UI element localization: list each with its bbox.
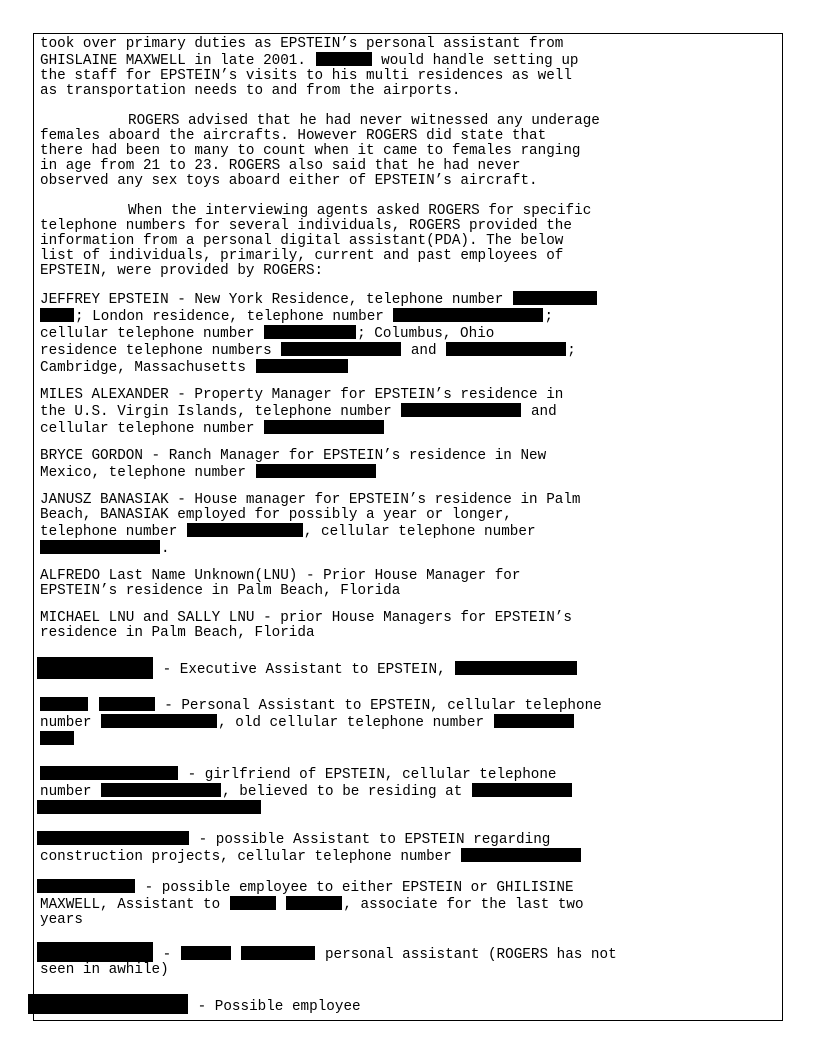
text-line: , believed to be residing at [222, 784, 463, 800]
redaction [187, 523, 303, 537]
text-line: construction projects, cellular telephone number [40, 849, 452, 865]
text-line: - Personal Assistant to EPSTEIN, cellular telephone [164, 698, 602, 714]
text-line: telephone number [40, 524, 178, 540]
text-line: Cambridge, Massachusetts [40, 360, 246, 376]
text-line: When the interviewing agents asked ROGERS for specific [128, 203, 592, 219]
text-line: BRYCE GORDON - Ranch Manager for EPSTEIN’s residence in New [40, 448, 547, 464]
entry-executive-assistant [40, 657, 780, 679]
entry-jeffrey-epstein [40, 291, 780, 376]
text-line: and [530, 404, 557, 420]
text-line: ROGERS advised that he had never witnessed any underage [128, 113, 600, 129]
redaction [37, 942, 153, 962]
text-line: females aboard the aircrafts. However ROGERS did state that [40, 128, 547, 144]
text-line: - possible employee to either EPSTEIN or GHILISINE [144, 880, 574, 896]
text-line: EPSTEIN, were provided by ROGERS: [40, 263, 324, 279]
paragraph-1 [40, 37, 780, 99]
redaction [461, 848, 581, 862]
text-line: JANUSZ BANASIAK - House manager for EPSTEIN’s residence in Palm [40, 492, 581, 508]
entry-possible-employee [40, 994, 780, 1015]
redaction [40, 540, 160, 554]
redaction [446, 342, 566, 356]
text-line: - possible Assistant to EPSTEIN regarding [198, 832, 551, 848]
entry-michael-sally [40, 611, 780, 641]
text-line: the U.S. Virgin Islands, telephone number [40, 404, 392, 420]
entry-bryce-gordon [40, 449, 780, 481]
text-line: residence in Palm Beach, Florida [40, 625, 315, 641]
entry-miles-alexander [40, 388, 780, 437]
entry-rogers-personal-assistant [40, 942, 780, 978]
redaction [101, 783, 221, 797]
text-line: , old cellular telephone number [218, 715, 485, 731]
entry-maxwell-associate [40, 879, 780, 928]
text-line: Beach, BANASIAK employed for possibly a year or longer, [40, 507, 512, 523]
text-line: the staff for EPSTEIN’s visits to his multi residences as well [40, 68, 572, 84]
text-line: in age from 21 to 23. ROGERS also said that he had never [40, 158, 521, 174]
redaction [281, 342, 401, 356]
text-line: seen in awhile) [40, 962, 169, 978]
text-line: , cellular telephone number [303, 524, 536, 540]
text-line: number [40, 784, 92, 800]
entry-girlfriend [40, 766, 780, 817]
entry-personal-assistant [40, 697, 780, 748]
text-line: - girlfriend of EPSTEIN, cellular telephone [187, 767, 557, 783]
document-body [40, 37, 780, 1015]
redaction [256, 464, 376, 478]
text-line: there had been to many to count when it came to females ranging [40, 143, 581, 159]
redaction [101, 714, 217, 728]
redaction [455, 661, 577, 675]
entry-janusz-banasiak [40, 493, 780, 557]
text-line: EPSTEIN’s residence in Palm Beach, Florida [40, 583, 401, 599]
redaction [264, 325, 356, 339]
entry-alfredo [40, 569, 780, 599]
text-line: personal assistant (ROGERS has not [324, 947, 617, 963]
text-line: residence telephone numbers [40, 343, 272, 359]
text-line: JEFFREY EPSTEIN - New York Residence, telephone number [40, 292, 504, 308]
paragraph-3 [40, 204, 780, 279]
redaction [99, 697, 155, 711]
text-line: ; [567, 343, 576, 359]
paragraph-2 [40, 114, 780, 189]
text-line: and [410, 343, 437, 359]
redaction [472, 783, 572, 797]
text-line: MILES ALEXANDER - Property Manager for EPSTEIN’s residence in [40, 387, 564, 403]
text-line: ALFREDO Last Name Unknown(LNU) - Prior House Manager for [40, 568, 521, 584]
text-line: , associate for the last two [343, 897, 584, 913]
redaction [37, 657, 153, 679]
redaction [256, 359, 348, 373]
text-line: ; London residence, telephone number [75, 309, 384, 325]
redaction [230, 896, 276, 910]
text-line: cellular telephone number [40, 421, 255, 437]
redaction [316, 52, 372, 66]
text-line: as transportation needs to and from the airports. [40, 83, 461, 99]
redaction [181, 946, 231, 960]
redaction [401, 403, 521, 417]
text-line: took over primary duties as EPSTEIN’s personal assistant from [40, 36, 564, 52]
text-line: number [40, 715, 92, 731]
text-line: Mexico, telephone number [40, 465, 246, 481]
redaction [40, 697, 88, 711]
redaction [28, 994, 188, 1014]
redaction [37, 800, 261, 814]
redaction [37, 879, 135, 893]
redaction [264, 420, 384, 434]
redaction [40, 731, 74, 745]
text-line: - [162, 947, 172, 963]
text-line: ; [544, 309, 554, 325]
redaction [286, 896, 342, 910]
redaction [241, 946, 315, 960]
redaction [37, 831, 189, 845]
text-line: list of individuals, primarily, current and past employees of [40, 248, 564, 264]
redaction [40, 308, 74, 322]
entry-construction-assistant [40, 831, 780, 865]
redaction [393, 308, 543, 322]
text-line: MAXWELL, Assistant to [40, 897, 221, 913]
redaction [40, 766, 178, 780]
text-line: years [40, 912, 83, 928]
text-line: - Executive Assistant to EPSTEIN, [162, 662, 446, 678]
text-line: telephone numbers for several individuals, ROGERS provided the [40, 218, 572, 234]
text-line: - Possible employee [197, 999, 361, 1015]
text-line: observed any sex toys aboard either of EPSTEIN’s aircraft. [40, 173, 538, 189]
text-line: ; Columbus, Ohio [357, 326, 495, 342]
text-line: MICHAEL LNU and SALLY LNU - prior House Managers for EPSTEIN’s [40, 610, 572, 626]
redaction [494, 714, 574, 728]
text-line: would handle setting up [381, 53, 579, 69]
text-line: GHISLAINE MAXWELL in late 2001. [40, 53, 306, 69]
text-line: . [161, 541, 170, 557]
redaction [513, 291, 597, 305]
text-line: information from a personal digital assistant(PDA). The below [40, 233, 564, 249]
text-line: cellular telephone number [40, 326, 255, 342]
